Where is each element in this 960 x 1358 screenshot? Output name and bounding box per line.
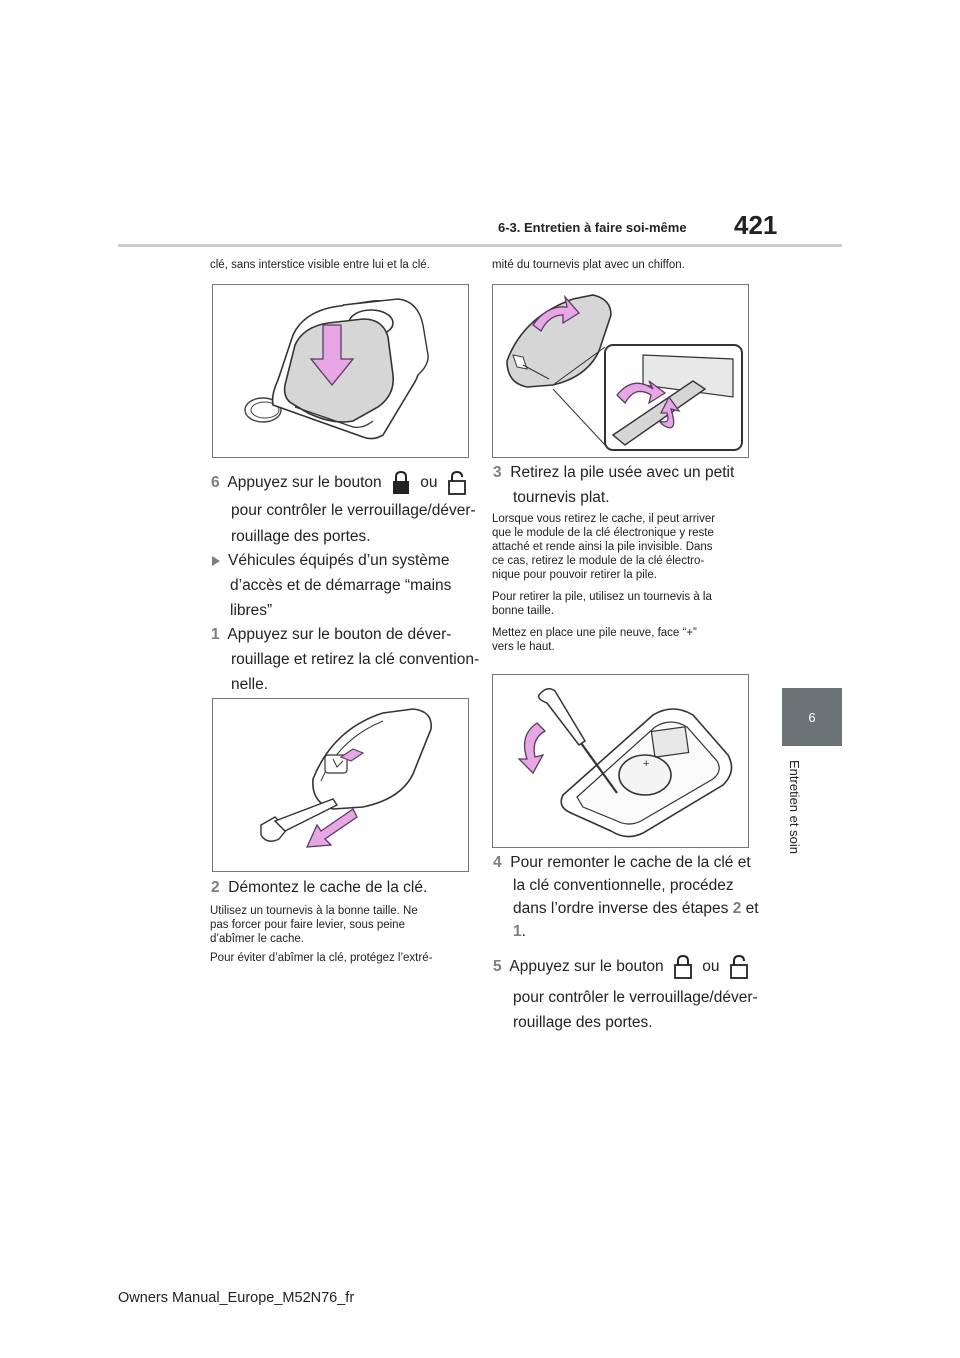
chapter-number: 6: [808, 710, 816, 725]
para3-line1: Mettez en place une pile neuve, face “+”: [492, 627, 697, 639]
step6-line2: pour contrôler le verrouillage/déver-: [231, 502, 476, 519]
step4-number: 4: [493, 854, 502, 871]
figure-battery-replacement: [492, 674, 749, 848]
step4-line1-text: Pour remonter le cache de la clé et: [510, 854, 751, 871]
para1-line3: attaché et rende ainsi la pile invisible. Dans: [492, 541, 713, 553]
step-ref-1: 1: [513, 923, 522, 940]
step2-text: Démontez le cache de la clé.: [228, 879, 428, 896]
para1-line1: Lorsque vous retirez le cache, il peut arriver: [492, 513, 716, 525]
unlock-icon: [728, 954, 750, 980]
step5-or: ou: [702, 958, 720, 976]
chapter-title-vertical: [780, 760, 810, 910]
header-rule: [118, 244, 842, 247]
step1-line3: nelle.: [231, 676, 269, 693]
footer-text: Owners Manual_Europe_M52N76_fr: [118, 1290, 355, 1306]
para3-line2: vers le haut.: [492, 641, 555, 653]
step6-line1: [211, 470, 472, 496]
section-title: 6-3. Entretien à faire soi-même: [498, 220, 687, 235]
chapter-title: Entretien et soin: [787, 760, 802, 854]
step1-line2: rouillage et retirez la clé convention-: [231, 651, 480, 668]
step5-line2: pour contrôler le verrouillage/déver-: [513, 989, 758, 1006]
battery-illustration: [493, 675, 748, 847]
step5-line1: [493, 954, 754, 980]
figure-key-cover-press: [212, 284, 469, 458]
page-number: 421: [734, 210, 778, 240]
step5-text-before: Appuyez sur le bouton: [509, 958, 664, 976]
step5-line3: rouillage des portes.: [513, 1014, 653, 1031]
subsection-line3: libres”: [230, 602, 273, 619]
para1-line2: que le module de la clé électronique y reste: [492, 527, 714, 539]
step1-number: 1: [211, 626, 220, 643]
intro-line-left: clé, sans interstice visible entre lui et la clé.: [210, 259, 430, 271]
lock-icon: [390, 470, 412, 496]
step5-number: 5: [493, 958, 502, 976]
para2-line1: Pour retirer la pile, utilisez un tournevis à la: [492, 591, 712, 603]
step4-line1: [493, 850, 751, 875]
lock-icon: [672, 954, 694, 980]
para1-line4: ce cas, retirez le module de la clé électro-: [492, 555, 705, 567]
para1-line5: nique pour pouvoir retirer la pile.: [492, 569, 657, 581]
pry-cover-illustration: [493, 285, 748, 457]
intro-line-right: mité du tournevis plat avec un chiffon.: [492, 259, 685, 271]
step4-line2: la clé conventionnelle, procédez: [513, 877, 734, 894]
step6-number: 6: [211, 474, 220, 492]
step4-line4: [513, 919, 526, 944]
step4-line3: [513, 896, 759, 921]
step3-line1-text: Retirez la pile usée avec un petit: [510, 464, 735, 481]
subsection-line1-text: Véhicules équipés d’un système: [228, 552, 450, 569]
note1-line1: Utilisez un tournevis à la bonne taille. Ne: [210, 905, 418, 917]
note1-line3: d’abîmer le cache.: [210, 933, 304, 945]
step4-line3-after: et: [745, 900, 759, 917]
unlock-icon: [446, 470, 468, 496]
step1-line1-text: Appuyez sur le bouton de déver-: [227, 626, 452, 643]
step3-number: 3: [493, 464, 502, 481]
subsection-line2: d’accès et de démarrage “mains: [230, 577, 452, 594]
note2-line: Pour éviter d’abîmer la clé, protégez l’extré-: [210, 952, 433, 964]
subsection-line1: [212, 548, 449, 573]
step2-line: [211, 875, 427, 900]
para2-line2: bonne taille.: [492, 605, 555, 617]
step6-line3: rouillage des portes.: [231, 528, 371, 545]
triangle-bullet-icon: [212, 556, 220, 566]
step2-number: 2: [211, 879, 220, 896]
figure-pry-cover: [492, 284, 749, 458]
key-cover-illustration: [213, 285, 468, 457]
step-ref-2: 2: [732, 900, 742, 917]
mechanical-key-illustration: [213, 699, 468, 871]
step1-line1: [211, 622, 451, 647]
step4-period: .: [521, 923, 526, 940]
step6-or: ou: [420, 474, 438, 492]
step3-line2: tournevis plat.: [513, 489, 610, 506]
battery-plus-label: +: [643, 758, 650, 770]
step4-line3-text: dans l’ordre inverse des étapes: [513, 900, 729, 917]
figure-remove-mechanical-key: [212, 698, 469, 872]
note1-line2: pas forcer pour faire levier, sous peine: [210, 919, 405, 931]
step3-line1: [493, 460, 734, 485]
step6-text-before: Appuyez sur le bouton: [227, 474, 382, 492]
